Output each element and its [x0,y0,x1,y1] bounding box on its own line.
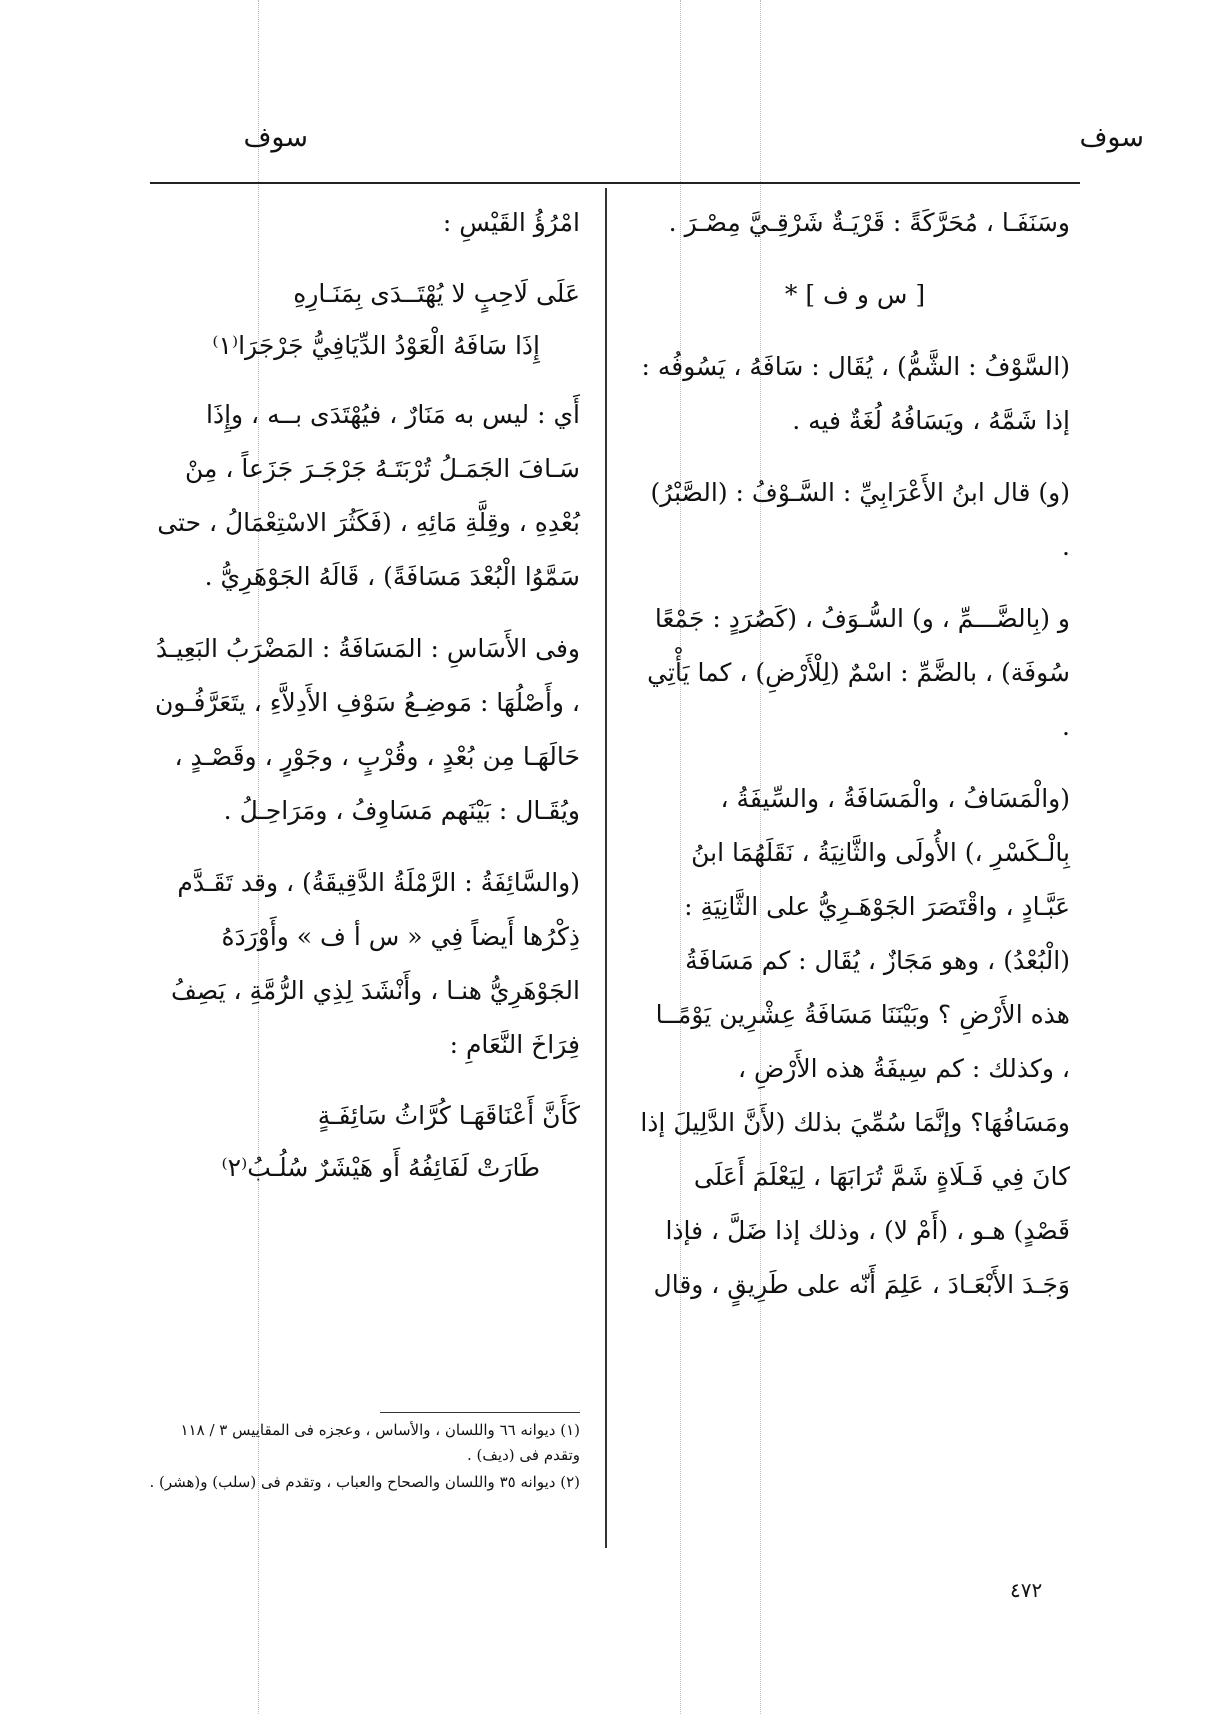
footnote: (٢) ديوانه ٣٥ واللسان والصحاح والعباب ، وتقدم فى (سلب) و(هشر) . [149,1473,580,1491]
paragraph: (و) قال ابنُ الأَعْرَابِيِّ : السَّـوْفُ : (الصَّبْرُ) . [650,478,1070,561]
footnote: (١) ديوانه ٦٦ واللسان ، والأساس ، وعجزه فى المقاييس ٣ / ١١٨ وتقدم فى (ديف) . [180,1421,580,1464]
verse-line: عَلَى لَاحِبٍ لا يُهْتَــدَى بِمَنَـارِهِ [293,279,580,308]
right-column [640,196,1070,1330]
paragraph: (والسَّائِفَةُ : الرَّمْلَةُ الدَّقِيقَةُ) ، وقد تَقَـدَّم ذِكْرُها أَيضاً فِي « س أ ف » وأَوْرَدَهُ الجَوْهَرِيُّ هنـا ، وأَنْشَدَ لِذِي الرُّمَّةِ ، يَصِفُ فِرَاخَ النَّعَامِ : [171,868,580,1059]
verse-line: إِذَا سَافَهُ الْعَوْدُ الدِّيَافِيُّ جَرْجَرَا⁽١⁾ [212,331,540,360]
paragraph: وفى الأَسَاسِ : المَسَافَةُ : المَضْرَبُ البَعِيـدُ ، وأَصْلُهَا : مَوضِـعُ سَوْفِ الأَدِلاَّءِ ، يتَعَرَّفُـون حَالَهَـا مِن بُعْدٍ ، وقُرْبٍ ، وجَوْرٍ ، وقَصْـدٍ ، ويُقَـال : بَيْنَهم مَسَاوِفُ ، ومَرَاحِـلُ . [154,634,580,825]
left-column [140,196,580,1210]
verse-intro: امْرُؤُ القَيْسِ : [442,208,580,237]
verse-line: طَارَتْ لَفَائِفُهُ أَو هَيْشَرٌ سُلُـبُ⁽٢⁾ [221,1153,540,1182]
paragraph: (السَّوْفُ : الشَّمُّ) ، يُقَال : سَافَهُ ، يَسُوفُه : إذا شَمَّهُ ، ويَسَافُهُ لُغَةٌ فيه . [641,352,1070,435]
verse [140,268,580,372]
verse-line: كَأَنَّ أَعْنَاقَهَـا كُرَّاثُ سَائِفَـةٍ [317,1101,580,1130]
footnote-rule [380,1412,580,1413]
verse [140,1090,580,1194]
running-head-right: سوف [1079,122,1144,153]
running-head-left: سوف [243,122,308,153]
page-number: ٤٧٢ [1010,1578,1043,1602]
footnotes [140,1418,580,1497]
paragraph: و (بِالضَّـــمِّ ، و) السُّـوَفُ ، (كَصُرَدٍ : جَمْعًا سُوفَة) ، بالضَّمِّ : اسْمٌ (لِلْأَرْضِ) ، كما يَأْتِي . [647,604,1070,741]
paragraph: (والْمَسَافُ ، والْمَسَافَةُ ، والسِّيفَةُ ، بِالْـكَسْرِ ،) الأُولَى والثَّانِيَةُ ، نَقَلَهُمَا ابنُ عَبَّـادٍ ، واقْتَصَرَ الجَوْهَـرِيُّ على الثَّانِيَةِ : (الْبُعْدُ) ، وهو مَجَازٌ ، يُقَال : كم مَسَافَةُ هذه الأَرْضِ ؟ وبَيْنَنَا مَسَافَةُ عِشْرِين يَوْمًــا ، وكذلك : كم سِيفَةُ هذه الأَرْضِ ، ومَسَافُهَا؟ وإنَّمَا سُمِّيَ بذلك (لأَنَّ الدَّلِيلَ إذا كانَ فِي فَـلَاةٍ شَمَّ تُرَابَهَا ، لِيَعْلَمَ أَعَلَى قَصْدٍ) هـو ، (أَمْ لا) ، وذلك إذا ضَلَّ ، فإذا وَجَـدَ الأَبْعَـادَ ، عَلِمَ أَنّه على طَرِيقٍ ، وقال [640,784,1070,1299]
root-heading: [ س و ف ] * [784,280,926,309]
paragraph: أَي : ليس به مَنَارٌ ، فيُهْتَدَى بــه ، وإِذَا سَـافَ الجَمَـلُ تُرْبَتَـهُ جَرْجَـرَ جَزَعاً ، مِنْ بُعْدِهِ ، وقِلَّةِ مَائِهِ ، (فَكَثُرَ الاسْتِعْمَالُ ، حتى سَمَّوُا الْبُعْدَ مَسَافَةً) ، قَالَهُ الجَوْهَرِيُّ . [157,400,580,591]
paragraph: وسَنَفَـا ، مُحَرَّكَةً : قَرْيَـةٌ شَرْقِـيَّ مِصْـرَ . [668,208,1070,237]
header-rule [150,182,1080,184]
column-divider [605,188,607,1548]
